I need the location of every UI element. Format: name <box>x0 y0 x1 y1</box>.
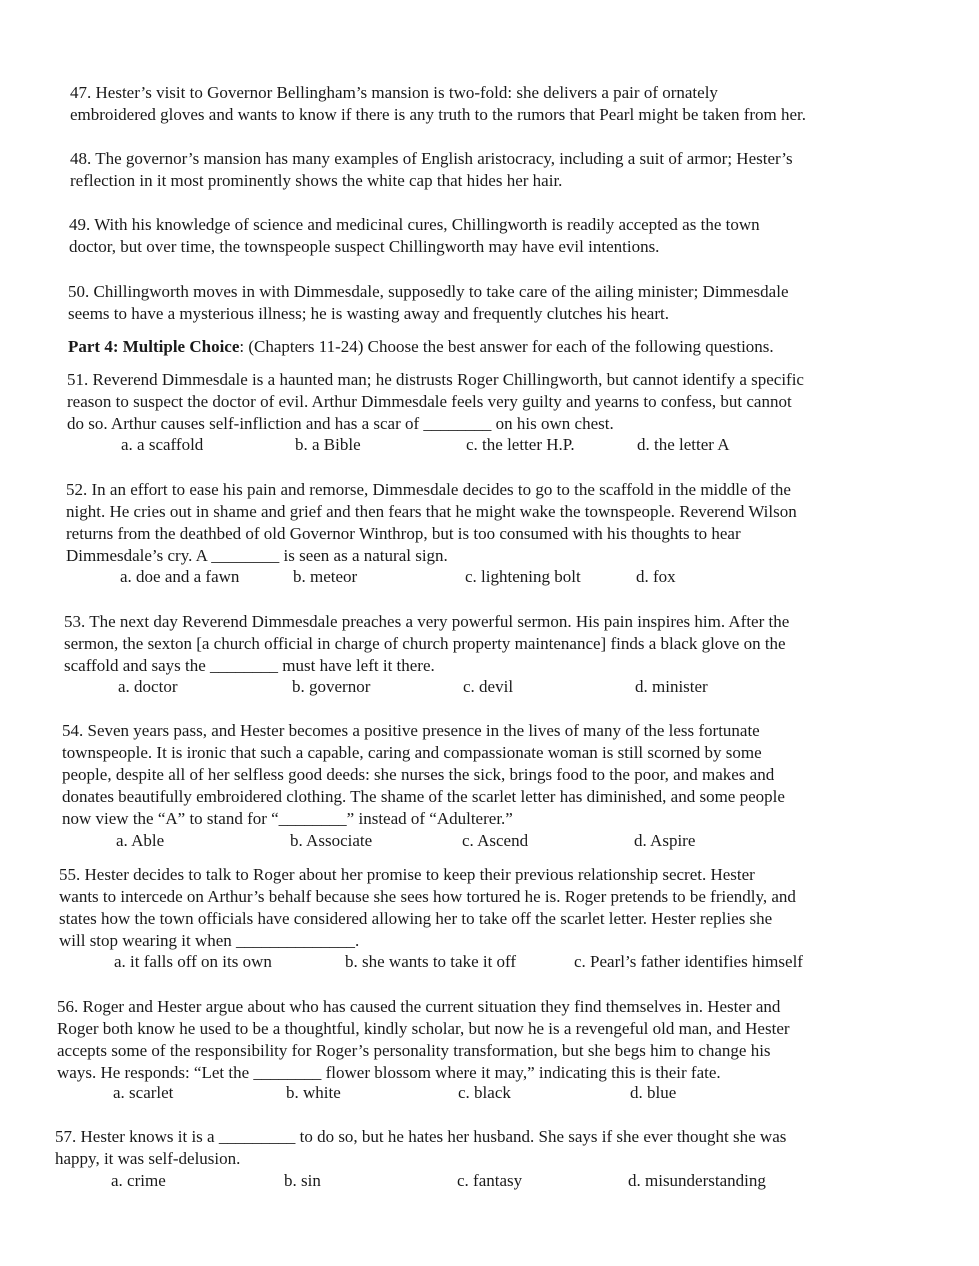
statement-line: doctor, but over time, the townspeople suspect Chillingworth may have evil intentions. <box>69 237 660 256</box>
option-b[interactable]: b. Associate <box>290 831 373 850</box>
option-d[interactable]: d. minister <box>635 677 708 696</box>
option-a[interactable]: a. Able <box>116 831 165 850</box>
question-53 <box>64 611 789 677</box>
question-line: do so. Arthur causes self-infliction and has a scar of ________ on his own chest. <box>67 414 614 433</box>
option-a[interactable]: a. doctor <box>118 677 178 696</box>
statement-48 <box>70 148 793 192</box>
option-c[interactable]: c. fantasy <box>457 1171 523 1190</box>
question-line: 57. Hester knows it is a _________ to do so, but he hates her husband. She says if she ever thought she was <box>55 1127 787 1146</box>
question-line: 54. Seven years pass, and Hester becomes a positive presence in the lives of many of the less fortunate <box>62 721 760 740</box>
question-line: happy, it was self-delusion. <box>55 1149 241 1168</box>
question-line: now view the “A” to stand for “________” instead of “Adulterer.” <box>62 809 513 828</box>
question-line: reason to suspect the doctor of evil. Arthur Dimmesdale feels very guilty and yearns to confess, but cannot <box>67 392 792 411</box>
option-a[interactable]: a. it falls off on its own <box>114 952 272 971</box>
question-line: wants to intercede on Arthur’s behalf because she sees how tortured he is. Roger pretends to be friendly, and <box>59 887 796 906</box>
statement-line: 48. The governor’s mansion has many examples of English aristocracy, including a suit of armor; Hester’s <box>70 149 793 168</box>
option-a[interactable]: a. scarlet <box>113 1083 174 1102</box>
option-b[interactable]: b. white <box>286 1083 341 1102</box>
question-line: 52. In an effort to ease his pain and remorse, Dimmesdale decides to go to the scaffold in the middle of the <box>66 480 791 499</box>
question-line: 55. Hester decides to talk to Roger about her promise to keep their previous relationship secret. Hester <box>59 865 755 884</box>
statement-line: 50. Chillingworth moves in with Dimmesdale, supposedly to take care of the ailing minister; Dimmesdale <box>68 282 789 301</box>
statement-line: reflection in it most prominently shows the white cap that hides her hair. <box>70 171 563 190</box>
question-line: accepts some of the responsibility for Roger’s personality transformation, but she begs him to change his <box>57 1041 771 1060</box>
question-line: sermon, the sexton [a church official in charge of church property maintenance] finds a black glove on the <box>64 634 786 653</box>
question-line: Dimmesdale’s cry. A ________ is seen as a natural sign. <box>66 546 448 565</box>
option-d[interactable]: d. the letter A <box>637 435 730 454</box>
option-b[interactable]: b. meteor <box>293 567 358 586</box>
question-line: will stop wearing it when ______________. <box>59 931 360 950</box>
option-d[interactable]: d. fox <box>636 567 676 586</box>
option-c[interactable]: c. black <box>458 1083 511 1102</box>
statement-line: 49. With his knowledge of science and medicinal cures, Chillingworth is readily accepted as the town <box>69 215 760 234</box>
question-line: ways. He responds: “Let the ________ flower blossom where it may,” indicating this is their fate. <box>57 1063 721 1082</box>
question-line: 51. Reverend Dimmesdale is a haunted man; he distrusts Roger Chillingworth, but cannot identify a specific <box>67 370 804 389</box>
part-heading-title: Part 4: Multiple Choice <box>68 337 240 356</box>
question-52 <box>66 479 797 567</box>
option-b[interactable]: b. a Bible <box>295 435 361 454</box>
option-b[interactable]: b. governor <box>292 677 371 696</box>
option-b[interactable]: b. sin <box>284 1171 321 1190</box>
question-line: townspeople. It is ironic that such a capable, caring and compassionate woman is still scorned by some <box>62 743 762 762</box>
question-line: 56. Roger and Hester argue about who has caused the current situation they find themselves in. Hester and <box>57 997 781 1016</box>
question-line: states how the town officials have considered allowing her to take off the scarlet letter. Hester replies she <box>59 909 773 928</box>
option-b[interactable]: b. she wants to take it off <box>345 952 517 971</box>
question-line: scaffold and says the ________ must have left it there. <box>64 656 435 675</box>
option-a[interactable]: a. doe and a fawn <box>120 567 240 586</box>
question-54 <box>62 720 785 830</box>
option-c[interactable]: c. the letter H.P. <box>466 435 575 454</box>
question-line: people, despite all of her selfless good deeds: she nurses the sick, brings food to the poor, and makes and <box>62 765 775 784</box>
option-c[interactable]: c. Pearl’s father identifies himself <box>574 952 803 971</box>
option-c[interactable]: c. lightening bolt <box>465 567 581 586</box>
statement-line: seems to have a mysterious illness; he is wasting away and frequently clutches his heart. <box>68 304 669 323</box>
statement-49 <box>69 214 760 258</box>
statement-50 <box>68 281 788 325</box>
question-line: donates beautifully embroidered clothing. The shame of the scarlet letter has diminished, and some people <box>62 787 785 806</box>
question-51 <box>67 369 804 435</box>
question-line: night. He cries out in shame and grief and then fears that he might wake the townspeople. Reverend Wilson <box>66 502 797 521</box>
option-d[interactable]: d. blue <box>630 1083 677 1102</box>
part-heading-instructions: : (Chapters 11-24) Choose the best answer for each of the following questions. <box>239 337 774 356</box>
statement-47 <box>70 82 806 126</box>
question-56 <box>57 996 790 1084</box>
option-c[interactable]: c. Ascend <box>462 831 529 850</box>
statement-line: embroidered gloves and wants to know if there is any truth to the rumors that Pearl might be taken from her. <box>70 105 807 124</box>
question-line: 53. The next day Reverend Dimmesdale preaches a very powerful sermon. His pain inspires him. After the <box>64 612 790 631</box>
option-d[interactable]: d. misunderstanding <box>628 1171 766 1190</box>
option-c[interactable]: c. devil <box>463 677 514 696</box>
question-57 <box>55 1126 786 1170</box>
option-a[interactable]: a. a scaffold <box>121 435 204 454</box>
option-a[interactable]: a. crime <box>111 1171 166 1190</box>
part-heading <box>68 336 774 358</box>
question-line: Roger both know he used to be a thoughtful, kindly scholar, but now he is a revengeful old man, and Hester <box>57 1019 790 1038</box>
question-line: returns from the deathbed of old Governor Winthrop, but is too consumed with his thoughts to hear <box>66 524 741 543</box>
question-55 <box>59 864 796 952</box>
statement-line: 47. Hester’s visit to Governor Bellingham’s mansion is two-fold: she delivers a pair of ornately <box>70 83 718 102</box>
option-d[interactable]: d. Aspire <box>634 831 696 850</box>
